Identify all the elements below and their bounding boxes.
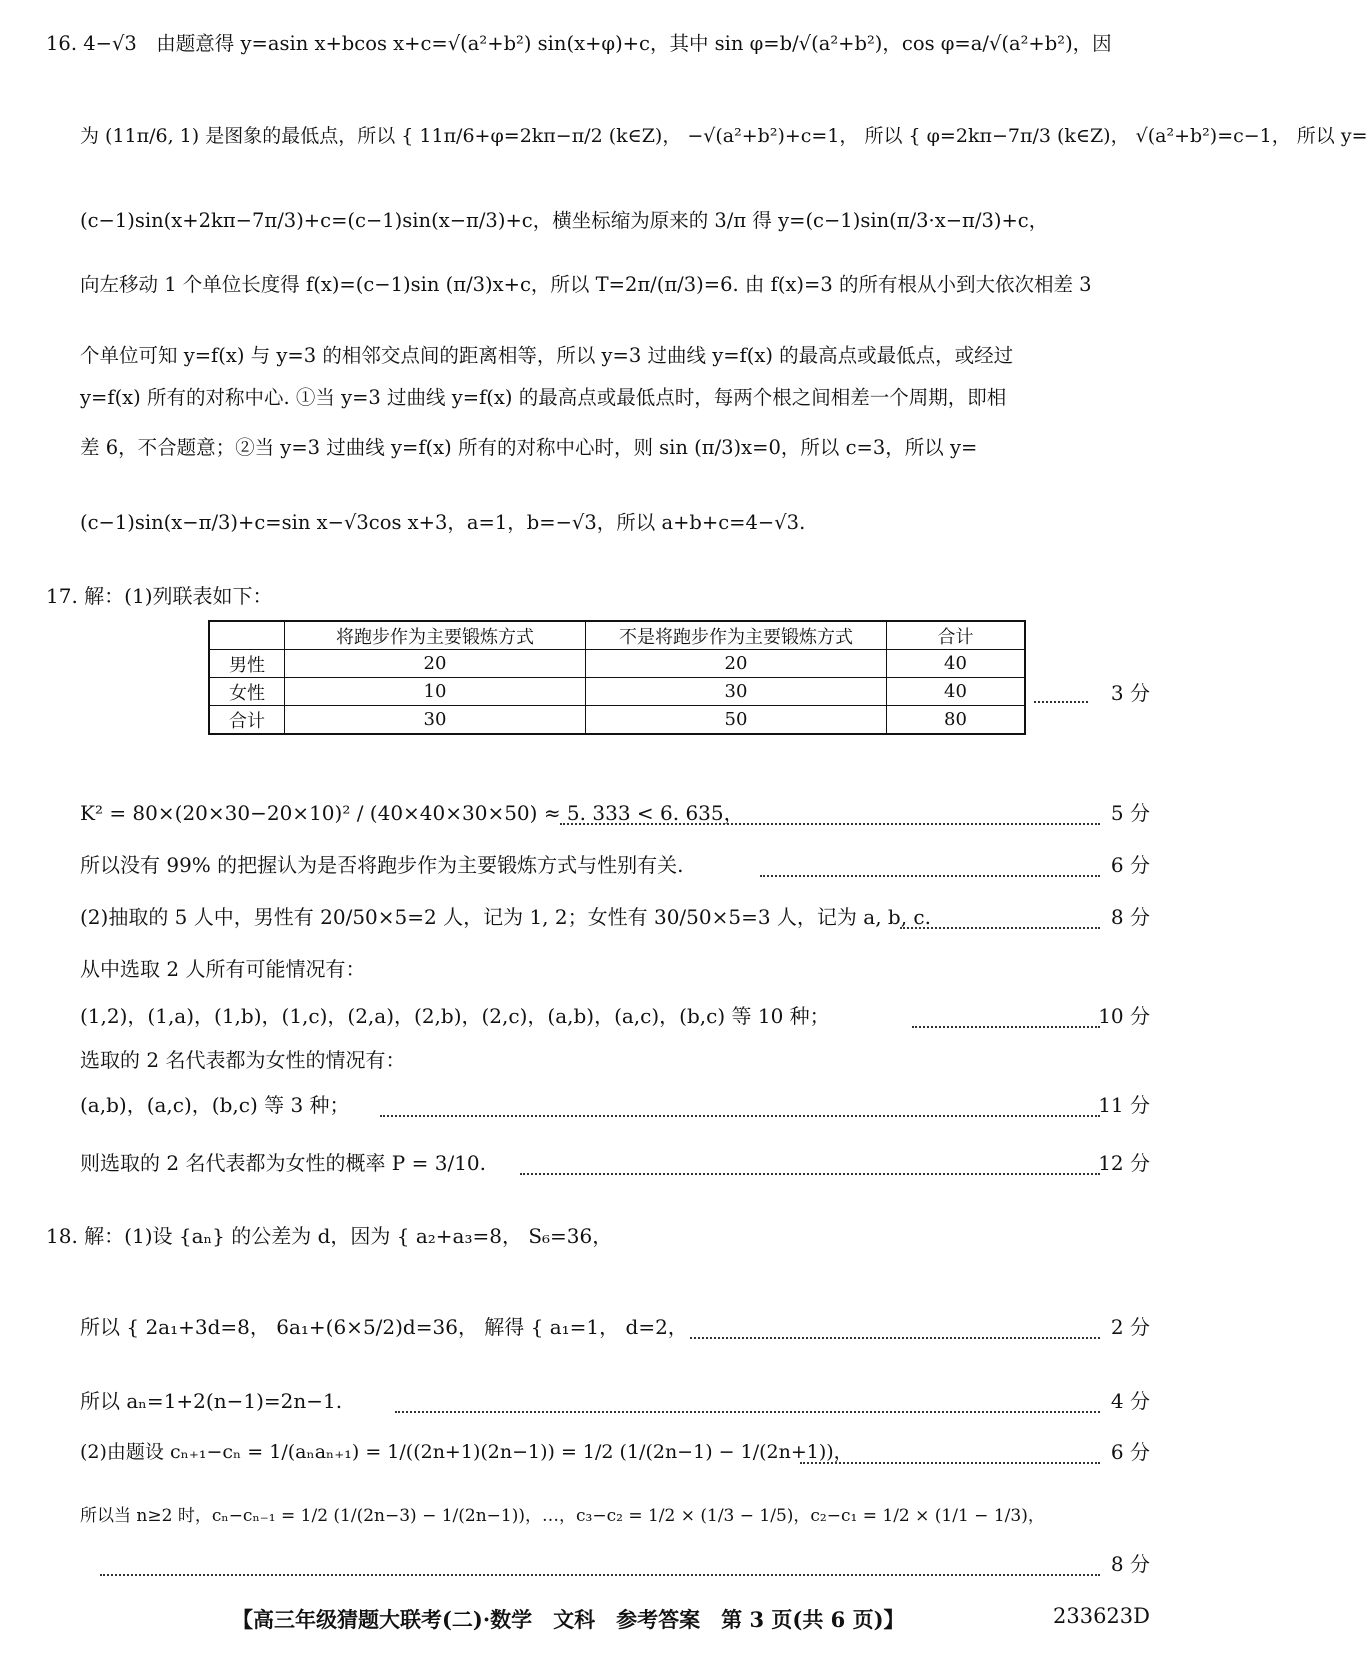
score-leader-dots [560, 797, 1100, 825]
table-score: 3 分 [1110, 681, 1150, 705]
conclusion-text: 所以没有 99% 的把握认为是否将跑步作为主要锻炼方式与性别有关. [80, 853, 684, 877]
score-leader-dots [395, 1385, 1100, 1413]
score-leader-dots [520, 1147, 1100, 1175]
score-leader-dots [900, 901, 1100, 929]
k2-score: 5 分 [1110, 801, 1150, 825]
q16-line-6: y=f(x) 所有的对称中心. ①当 y=3 过曲线 y=f(x) 的最高点或最低点时，每两个根之间相差一个周期，即相 [80, 386, 1007, 409]
cases-score: 10 分 [1098, 1004, 1150, 1028]
q16-line-1: 16. 4−√3 由题意得 y=asin x+bcos x+c=√(a²+b²) sin(x+φ)+c，其中 sin φ=b/√(a²+b²)，cos φ=a/√(a²+b²)，因 [46, 32, 1112, 55]
an-formula: 所以 aₙ=1+2(n−1)=2n−1. [80, 1389, 343, 1413]
score-leader-dots [380, 1089, 1100, 1117]
all-cases: (1,2)，(1,a)，(1,b)，(1,c)，(2,a)，(2,b)，(2,c)，(a,b)，(a,c)，(b,c) 等 10 种； [80, 1004, 830, 1028]
table-cell: 30 [285, 706, 586, 735]
table-cell: 20 [586, 650, 887, 678]
table-cell: 50 [586, 706, 887, 735]
score-leader-dots [760, 849, 1100, 877]
prob-score: 12 分 [1098, 1151, 1150, 1175]
table-header-row [209, 621, 1025, 650]
system-score: 2 分 [1110, 1315, 1150, 1339]
score-leader-dots [912, 1000, 1100, 1028]
contingency-table [208, 620, 1026, 735]
q16-line-5: 个单位可知 y=f(x) 与 y=3 的相邻交点间的距离相等，所以 y=3 过曲线 y=f(x) 的最高点或最低点，或经过 [80, 344, 1014, 367]
table-header-cell: 将跑步作为主要锻炼方式 [285, 621, 586, 650]
q16-line-3: (c−1)sin(x+2kπ−7π/3)+c=(c−1)sin(x−π/3)+c，横坐标缩为原来的 3/π 得 y=(c−1)sin(π/3·x−π/3)+c， [80, 209, 1049, 232]
q16-line-7: 差 6，不合题意；②当 y=3 过曲线 y=f(x) 所有的对称中心时，则 sin (π/3)x=0，所以 c=3，所以 y= [80, 436, 978, 459]
q18-part2: (2)由题设 cₙ₊₁−cₙ = 1/(aₙaₙ₊₁) = 1/((2n+1)(2n−1)) = 1/2 (1/(2n−1) − 1/(2n+1))， [80, 1441, 853, 1463]
score-leader-dots [100, 1548, 1100, 1576]
table-cell: 10 [285, 678, 586, 706]
q17-intro: 17. 解：(1)列联表如下： [46, 584, 273, 608]
footer-title: 【高三年级猜题大联考(二)·数学 文科 参考答案 第 3 页(共 6 页)】 [232, 1607, 905, 1632]
table-cell: 男性 [209, 650, 285, 678]
q17-part2: (2)抽取的 5 人中，男性有 20/50×5=2 人，记为 1, 2；女性有 30/50×5=3 人，记为 a, b, c. [80, 905, 931, 929]
q16-line-2: 为 (11π/6, 1) 是图象的最低点，所以 { 11π/6+φ=2kπ−π/2 (k∈Z)， −√(a²+b²)+c=1， 所以 { φ=2kπ−7π/3 (k∈Z)， √(a²+b²)=c−1， 所以 y= [80, 125, 1368, 147]
table-cell: 30 [586, 678, 887, 706]
telescoping: 所以当 n≥2 时，cₙ−cₙ₋₁ = 1/2 (1/(2n−3) − 1/(2n−1))，…，c₃−c₂ = 1/2 × (1/3 − 1/5)，c₂−c₁ = 1/2 × (1/1 − 1/3)， [80, 1506, 1045, 1526]
female-score: 11 分 [1098, 1093, 1150, 1117]
score-leader-dots [800, 1436, 1100, 1464]
q16-line-4: 向左移动 1 个单位长度得 f(x)=(c−1)sin (π/3)x+c，所以 T=2π/(π/3)=6. 由 f(x)=3 的所有根从小到大依次相差 3 [80, 273, 1092, 296]
k2-formula: K² = 80×(20×30−20×10)² / (40×40×30×50) ≈ 5. 333 < 6. 635， [80, 801, 744, 825]
table-row [209, 678, 1025, 706]
table-header-cell: 不是将跑步作为主要锻炼方式 [586, 621, 887, 650]
female-intro: 选取的 2 名代表都为女性的情况有： [80, 1048, 406, 1072]
table-cell: 40 [887, 678, 1026, 706]
probability: 则选取的 2 名代表都为女性的概率 P = 3/10. [80, 1151, 486, 1175]
q16-line-8: (c−1)sin(x−π/3)+c=sin x−√3cos x+3，a=1，b=−√3，所以 a+b+c=4−√3. [80, 511, 806, 534]
table-cell: 80 [887, 706, 1026, 735]
female-cases: (a,b)，(a,c)，(b,c) 等 3 种； [80, 1093, 350, 1117]
select-intro: 从中选取 2 人所有可能情况有： [80, 957, 366, 981]
q18-part2-score: 6 分 [1110, 1440, 1150, 1464]
q18-system: 所以 { 2a₁+3d=8， 6a₁+(6×5/2)d=36， 解得 { a₁=1， d=2， [80, 1315, 688, 1339]
footer-code: 233623D [1052, 1604, 1150, 1628]
when-score: 8 分 [1110, 1552, 1150, 1576]
table-cell: 20 [285, 650, 586, 678]
table-header-cell: 合计 [887, 621, 1026, 650]
table-row [209, 650, 1025, 678]
score-leader-dots [1034, 675, 1088, 703]
q17-part2-score: 8 分 [1110, 905, 1150, 929]
q18-intro: 18. 解：(1)设 {aₙ} 的公差为 d，因为 { a₂+a₃=8， S₆=36， [46, 1224, 613, 1248]
table-cell: 女性 [209, 678, 285, 706]
table-header-cell [209, 621, 285, 650]
table-cell: 40 [887, 650, 1026, 678]
conclusion-score: 6 分 [1110, 853, 1150, 877]
score-leader-dots [690, 1311, 1100, 1339]
an-score: 4 分 [1110, 1389, 1150, 1413]
table-cell: 合计 [209, 706, 285, 735]
table-row [209, 706, 1025, 735]
